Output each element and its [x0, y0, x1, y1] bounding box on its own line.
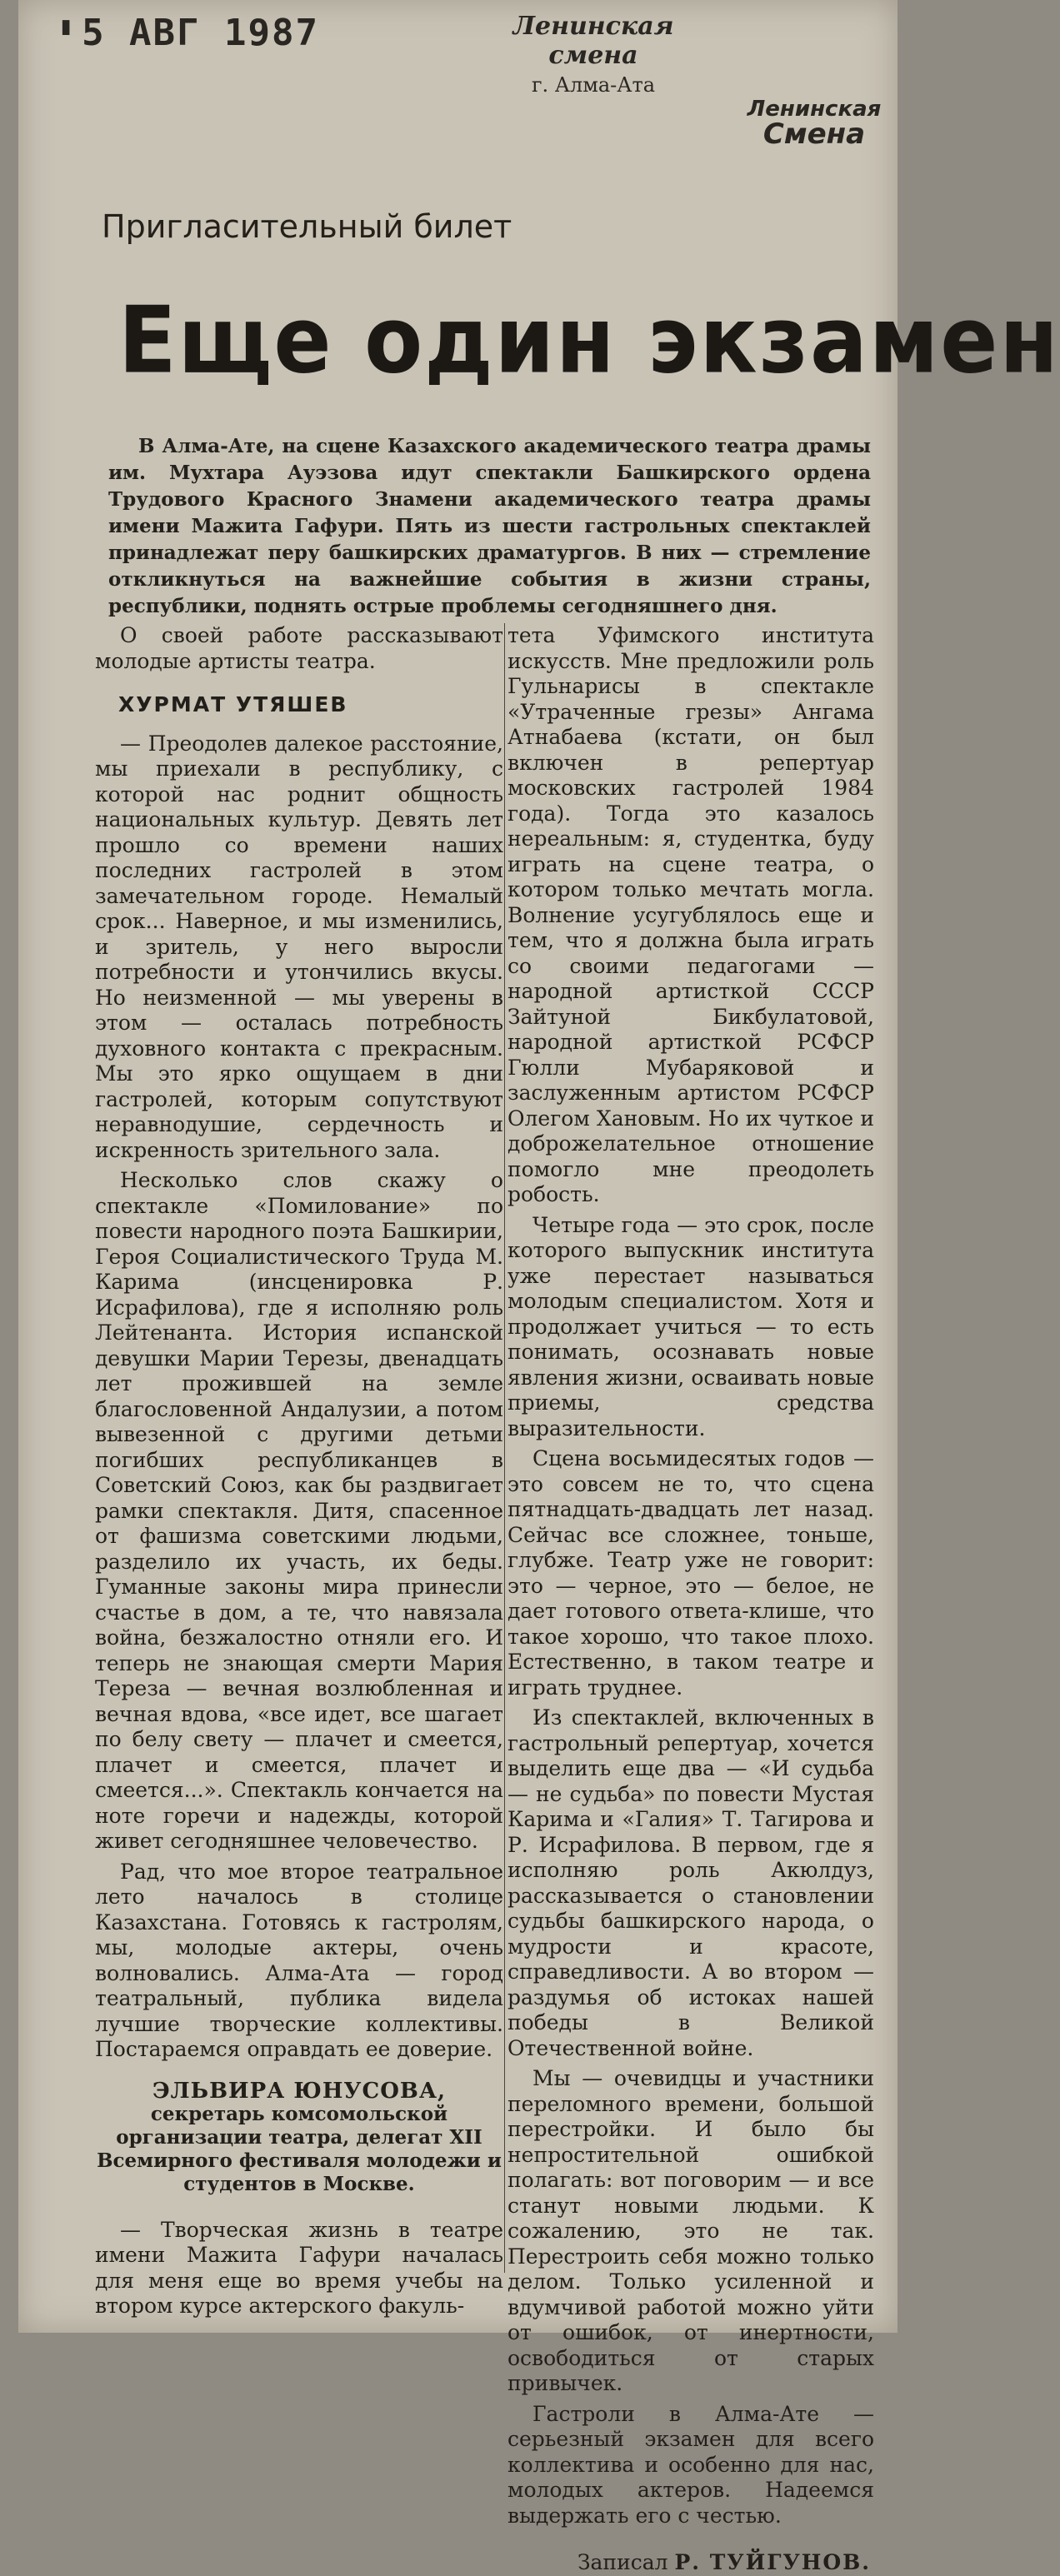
author-role-2: секретарь комсомольской организации театра, делегат XII Всемирного фестиваля молодежи и студентов в Москве.	[97, 2102, 502, 2195]
source-paper-name: Ленинская смена	[512, 12, 674, 70]
signoff-prefix: Записал	[577, 2550, 668, 2574]
body-paragraph: — Преодолев далекое расстояние, мы приехали в республику, с которой нас роднит общность национальных культур. Девять лет прошло со времени наших последних гастролей в этом замечательном городе. Немалый срок... Наверное, и мы изменились, и зритель, у него выросли потребности и утончились вкусы. Но неизменной — мы уверены в этом — осталась потребность духовного контакта с прекрасным. Мы это ярко ощущаем в дни гастролей, которым сопутствуют неравнодушие, сердечность и искренность зрительного зала.	[95, 731, 503, 1162]
body-paragraph: — Творческая жизнь в театре имени Мажита Гафури началась для меня еще во время учебы на втором курсе актерского факуль-	[95, 2217, 503, 2318]
body-paragraph: тета Уфимского института искусств. Мне предложили роль Гульнарисы в спектакле «Утраченные грезы» Ангама Атнабаева (кстати, он был включен в репертуар московских гастролей 1984 года). Тогда это казалось нереальным: я, студентка, буду играть на сцене театра, о котором только мечтать могла. Волнение усугублялось еще и тем, что я должна была играть со своими педагогами — народной артисткой СССР Зайтуной Бикбулатовой, народной артисткой РСФСР Гюлли Мубаряковой и заслуженным артистом РСФСР Олегом Хановым. Но их чуткое и доброжелательное отношение помогло мне преодолеть робость.	[508, 623, 874, 1206]
body-paragraph: Из спектаклей, включенных в гастрольный репертуар, хочется выделить еще два — «И судьба — не судьба» по повести Мустая Карима и «Галия» Т. Тагирова и Р. Исрафилова. В первом, где я исполняю роль Акюлдуз, рассказывается о становлении судьбы башкирского народа, о мудрости и красоте, справедливости. А во втором — раздумья об истоках нашей победы в Великой Отечественной войне.	[508, 1705, 874, 2060]
body-paragraph: Сцена восьмидесятых годов — это совсем не то, что сцена пятнадцать-двадцать лет назад. Сейчас все сложнее, тоньше, глубже. Театр уже не говорит: это — черное, это — белое, не дает готового ответа-клише, что такое хорошо, что такое плохо. Естественно, в таком театре и играть труднее.	[508, 1446, 874, 1700]
body-paragraph: Рад, что мое второе театральное лето началось в столице Казахстана. Готовясь к гастролям, мы, молодые актеры, очень волновались. Алма-Ата — город театральный, публика видела лучшие творческие коллективы. Постараемся оправдать ее доверие.	[95, 1859, 503, 2061]
body-paragraph: Четыре года — это срок, после которого выпускник института уже перестает называться молодым специалистом. Хотя и продолжает учиться — то есть понимать, осознавать новые явления жизни, осваивать новые приемы, средства выразительности.	[508, 1212, 874, 1440]
body-paragraph: Гастроли в Алма-Ате — серьезный экзамен для всего коллектива и особенно для нас, молодых актеров. Надеемся выдержать его с честью.	[508, 2401, 874, 2528]
lead-text: В Алма-Ате, на сцене Казахского академического театра драмы им. Мухтара Ауэзова идут спектакли Башкирского ордена Трудового Красного Знамени академического театра драмы имени Мажита Гафури. Пять из шести гастрольных спектаклей принадлежат перу башкирских драматургов. В них — стремление откликнуться на важнейшие события в жизни страны, республики, поднять острые проблемы сегодняшнего дня.	[108, 435, 871, 617]
stamp-mark-icon: ▮	[58, 12, 76, 41]
date-stamp-text: 5 АВГ 1987	[82, 12, 319, 54]
signoff	[508, 2550, 874, 2576]
source-city: г. Алма-Ата	[531, 73, 656, 97]
signoff-name: Р. ТУЙГУНОВ.	[674, 2550, 871, 2574]
author-credit-2	[95, 2079, 503, 2196]
rubric: Пригласительный билет	[102, 208, 512, 245]
headline: Еще один экзамен	[118, 287, 1060, 395]
intro-paragraph: О своей работе рассказывают молодые артисты театра.	[95, 623, 503, 673]
author-name-1: ХУРМАТ УТЯШЕВ	[118, 692, 348, 716]
right-column	[508, 623, 874, 2576]
date-stamp	[58, 12, 319, 54]
body-paragraph: Мы — очевидцы и участники переломного времени, большой перестройки. И было бы непростительной ошибкой полагать: вот поговорим — и все станут новыми людьми. К сожалению, это не так. Перестроить себя можно только делом. Только усиленной и вдумчивой работой можно уйти от ошибок, от инертности, освободиться от старых привычек.	[508, 2066, 874, 2395]
lead-paragraph	[108, 433, 871, 620]
column-divider	[504, 623, 505, 2273]
logo-line-2: Смена	[762, 117, 866, 151]
left-column	[95, 623, 503, 2324]
source-stamp	[477, 12, 710, 97]
newspaper-logo	[735, 97, 893, 151]
author-name-2: ЭЛЬВИРА ЮНУСОВА,	[152, 2078, 447, 2104]
body-paragraph: Несколько слов скажу о спектакле «Помилование» по повести народного поэта Башкирии, Героя Социалистического Труда М. Карима (инсценировка Р. Исрафилова), где я исполняю роль Лейтенанта. История испанской девушки Марии Терезы, двенадцать лет прожившей на земле благословенной Андалузии, а потом вывезенной с другими детьми погибших республиканцев в Советский Союз, как бы раздвигает рамки спектакля. Дитя, спасенное от фашизма советскими людьми, разделило их участь, их беды. Гуманные законы мира принесли счастье в дом, а те, что навязала война, безжалостно отняли его. И теперь не знающая смерти Мария Тереза — вечная возлюбленная и вечная вдова, «все идет, все шагает по белу свету — плачет и смеется, плачет и смеется, плачет и смеется...». Спектакль кончается на ноте горечи и надежды, которой живет сегодняшнее человечество.	[95, 1168, 503, 1853]
newspaper-clipping	[18, 0, 1060, 2574]
logo-line-1: Ленинская	[747, 97, 882, 122]
